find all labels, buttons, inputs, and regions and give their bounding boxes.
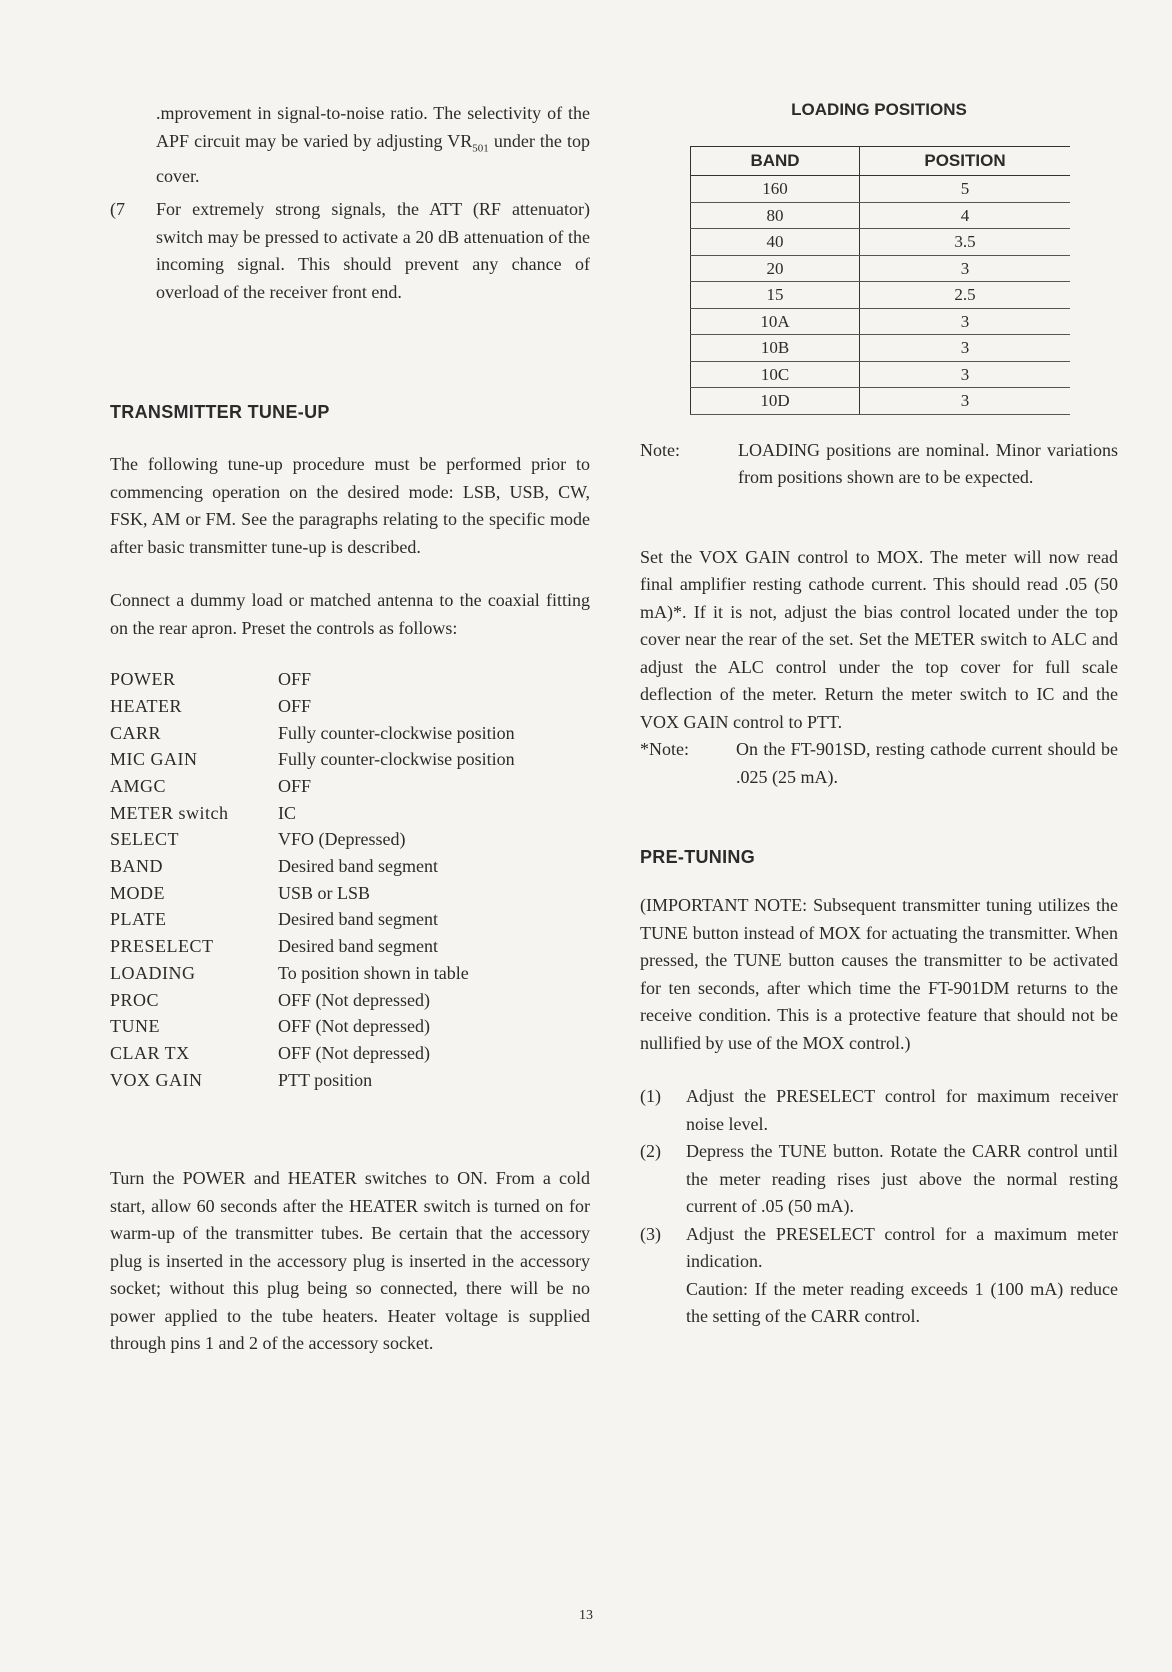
note-label: Note: [640, 439, 680, 460]
settings-row [110, 987, 590, 1014]
footnote-901sd [640, 736, 1118, 791]
step-number: (3) [640, 1223, 661, 1244]
setting-key: PROC [110, 989, 160, 1010]
settings-row [110, 1040, 590, 1067]
setting-key: PLATE [110, 909, 167, 930]
setting-key: AMGC [110, 775, 167, 796]
setting-key: POWER [110, 669, 176, 690]
settings-row [110, 666, 590, 693]
position-cell: 2.5 [860, 282, 1071, 309]
settings-row [110, 906, 590, 933]
setting-value: OFF [278, 775, 312, 796]
apf-paragraph [110, 100, 590, 190]
position-cell: 3 [860, 388, 1071, 415]
band-cell: 40 [691, 229, 860, 256]
step-number: (2) [640, 1141, 661, 1161]
note-text: LOADING positions are nominal. Minor variations from positions shown are to be expected. [738, 439, 1118, 487]
setting-key: MODE [110, 882, 165, 903]
band-cell: 10C [691, 361, 860, 388]
band-cell: 80 [691, 202, 860, 229]
loading-row [691, 335, 1071, 362]
pre-tuning-step [640, 1083, 1118, 1138]
vox-paragraph: Set the VOX GAIN control to MOX. The meter will now read final amplifier resting cathode current. This should read .05 (50 mA)*. If it is not, adjust the bias control located under the top cover near the rear of the set. Set the METER switch to ALC and adjust the ALC control under the top cover for full scale deflection of the meter. Return the meter switch to IC and the VOX GAIN control to PTT. [640, 546, 1118, 732]
setting-key: SELECT [110, 829, 179, 850]
settings-row [110, 773, 590, 800]
setting-value: USB or LSB [278, 882, 371, 903]
position-cell: 3.5 [860, 229, 1071, 256]
loading-row [691, 282, 1071, 309]
pre-tuning-step [640, 1221, 1118, 1276]
band-cell: 10B [691, 335, 860, 362]
column-header-band: BAND [691, 147, 860, 176]
control-settings-table [110, 666, 590, 1093]
tuneup-paragraph: The following tune-up procedure must be performed prior to commencing operation on the desired mode: LSB, USB, CW, FSK, AM or FM. See the paragraphs relating to the specific mode after basic transmitter tune-up is described. [110, 454, 590, 557]
heading-transmitter-tune-up: TRANSMITTER TUNE-UP [110, 402, 330, 423]
loading-row [691, 202, 1071, 229]
step-text: Adjust the PRESELECT control for maximum receiver noise level. [686, 1086, 1118, 1134]
apf-text-tail: under the top cover. [156, 130, 590, 186]
settings-row [110, 853, 590, 880]
setting-value: Desired band segment [278, 909, 438, 930]
setting-value: OFF [278, 669, 312, 690]
loading-row [691, 388, 1071, 415]
position-cell: 3 [860, 335, 1071, 362]
settings-row [110, 880, 590, 907]
settings-row [110, 746, 590, 773]
setting-value: OFF (Not depressed) [278, 1016, 430, 1037]
apf-text: .mprovement in signal-to-noise ratio. The selectivity of the APF circuit may be varied by adjusting VR [156, 103, 590, 151]
setting-key: METER switch [110, 802, 229, 823]
band-cell: 160 [691, 176, 860, 203]
position-cell: 5 [860, 176, 1071, 203]
band-cell: 15 [691, 282, 860, 309]
setting-value: VFO (Depressed) [278, 829, 406, 850]
pre-tuning-step [640, 1138, 1118, 1221]
settings-row [110, 720, 590, 747]
setting-value: OFF (Not depressed) [278, 989, 430, 1010]
position-cell: 3 [860, 308, 1071, 335]
loading-positions-title: LOADING POSITIONS [791, 100, 967, 119]
power-paragraph: Turn the POWER and HEATER switches to ON. From a cold start, allow 60 seconds after the HEATER switch is turned on for warm-up of the transmitter tubes. Be certain that the accessory plug is inserted in the accessory plug is inserted in the accessory socket; without this plug being so connected, there will be no power applied to the tube heaters. Heater voltage is supplied through pins 1 and 2 of the accessory socket. [110, 1168, 590, 1354]
loading-row [691, 255, 1071, 282]
setting-key: PRESELECT [110, 936, 214, 957]
loading-row [691, 308, 1071, 335]
heading-pre-tuning: PRE-TUNING [640, 847, 755, 867]
step-text: Depress the TUNE button. Rotate the CARR control until the meter reading rises just above the normal resting current of .05 (50 mA). [686, 1141, 1118, 1216]
pre-tuning-steps [640, 1083, 1118, 1276]
setting-value: Fully counter-clockwise position [278, 722, 515, 743]
left-column [110, 100, 590, 1358]
setting-key: HEATER [110, 695, 182, 716]
settings-row [110, 960, 590, 987]
setting-value: OFF (Not depressed) [278, 1042, 430, 1063]
setting-value: To position shown in table [278, 962, 469, 983]
item-7 [110, 196, 590, 306]
right-column [640, 100, 1118, 1331]
setting-key: VOX GAIN [110, 1069, 203, 1090]
position-cell: 4 [860, 202, 1071, 229]
position-cell: 3 [860, 361, 1071, 388]
column-header-position: POSITION [860, 147, 1071, 176]
setting-key: MIC GAIN [110, 749, 198, 770]
band-cell: 10D [691, 388, 860, 415]
settings-row [110, 1013, 590, 1040]
item-7-number: (7 [110, 199, 125, 220]
loading-positions-table [690, 146, 1070, 415]
position-cell: 3 [860, 255, 1071, 282]
setting-key: CLAR TX [110, 1042, 190, 1063]
loading-row [691, 361, 1071, 388]
setting-value: Desired band segment [278, 856, 438, 877]
caution-text: Caution: If the meter reading exceeds 1 (100 mA) reduce the setting of the CARR control. [686, 1278, 1118, 1326]
loading-note [640, 437, 1118, 492]
band-cell: 10A [691, 308, 860, 335]
step-number: (1) [640, 1086, 661, 1106]
item-7-text: For extremely strong signals, the ATT (RF attenuator) switch may be pressed to activate a 20 dB attenuation of the incoming signal. This should prevent any chance of overload of the receiver front end. [156, 199, 590, 302]
loading-row [691, 229, 1071, 256]
setting-value: OFF [278, 695, 312, 716]
setting-value: IC [278, 802, 296, 823]
setting-value: Desired band segment [278, 936, 438, 957]
settings-row [110, 933, 590, 960]
footnote-label: *Note: [640, 739, 689, 759]
band-cell: 20 [691, 255, 860, 282]
footnote-text: On the FT-901SD, resting cathode current should be .025 (25 mA). [736, 739, 1118, 787]
apf-subscript: 501 [472, 142, 489, 155]
settings-row [110, 693, 590, 720]
setting-value: Fully counter-clockwise position [278, 749, 515, 770]
setting-key: CARR [110, 722, 162, 743]
connect-paragraph: Connect a dummy load or matched antenna to the coaxial fitting on the rear apron. Preset the controls as follows: [110, 590, 590, 638]
loading-row [691, 176, 1071, 203]
settings-row [110, 826, 590, 853]
settings-row [110, 1067, 590, 1094]
setting-value: PTT position [278, 1069, 373, 1090]
setting-key: TUNE [110, 1016, 160, 1037]
page-number: 13 [579, 1608, 593, 1623]
settings-row [110, 800, 590, 827]
setting-key: BAND [110, 856, 164, 877]
step-text: Adjust the PRESELECT control for a maximum meter indication. [686, 1223, 1118, 1271]
setting-key: LOADING [110, 962, 196, 983]
important-note-paragraph: (IMPORTANT NOTE: Subsequent transmitter tuning utilizes the TUNE button instead of MOX for actuating the transmitter. When pressed, the TUNE button causes the transmitter to be activated for ten seconds, after which time the FT-901DM returns to the receive condition. This is a protective feature that should not be nullified by use of the MOX control.) [640, 895, 1118, 1053]
